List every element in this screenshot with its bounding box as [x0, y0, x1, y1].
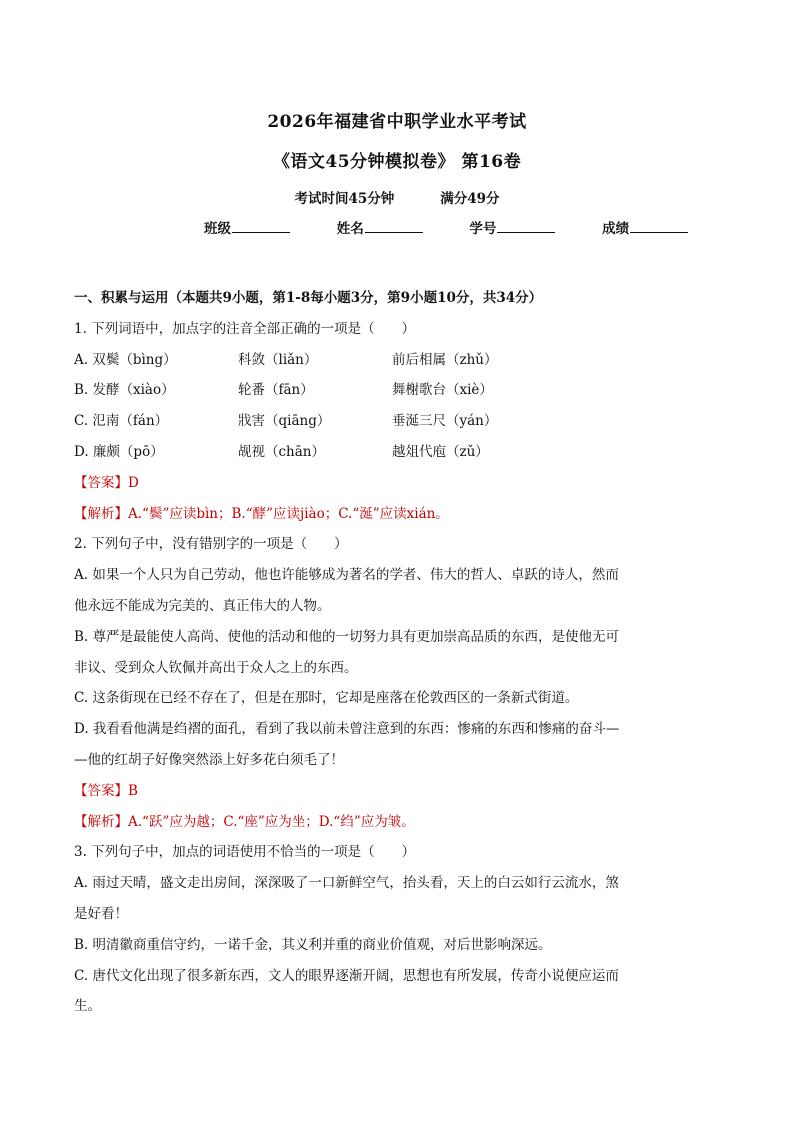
class-field: 班级 — [204, 217, 290, 237]
question-2-answer: 【答案】B — [74, 782, 138, 799]
name-field: 姓名 — [337, 217, 423, 237]
question-2-stem: 2. 下列句子中，没有错别字的一项是（ ） — [74, 536, 348, 553]
name-blank[interactable] — [365, 220, 423, 233]
question-3-option-b: B. 明清徽商重信守约，一诺千金，其义利并重的商业价值观，对后世影响深远。 — [74, 936, 552, 953]
question-1-option-c: C. 氾南（fán） 戕害（qiāng） 垂涎三尺（yán） — [74, 413, 498, 430]
student-info-row — [204, 217, 704, 237]
exam-subtitle: 《语文45分钟模拟卷》 第16卷 — [272, 152, 522, 172]
question-1-stem: 1. 下列词语中，加点字的注音全部正确的一项是（ ） — [74, 320, 416, 337]
student-id-blank[interactable] — [497, 220, 555, 233]
score-blank[interactable] — [630, 220, 688, 233]
question-2-option-b: B. 尊严是最能使人高尚、使他的活动和他的一切努力具有更加崇高品质的东西，是使他无可 非议、受到众人钦佩并高出于众人之上的东西。 — [74, 628, 620, 676]
question-1-option-b: B. 发酵（xiào） 轮番（fān） 舞榭歌台（xiè） — [74, 382, 493, 399]
class-blank[interactable] — [232, 220, 290, 233]
question-2-option-a: A. 如果一个人只为自己劳动，他也许能够成为著名的学者、伟大的哲人、卓跃的诗人，然而 他永远不能成为完美的、真正伟大的人物。 — [74, 567, 619, 614]
full-score: 满分49分 — [440, 191, 500, 207]
question-3-option-a: A. 雨过天晴，盛文走出房间，深深吸了一口新鲜空气，抬头看，天上的白云如行云流水，煞 是好看！ — [74, 875, 619, 922]
question-2-option-c: C. 这条街现在已经不存在了，但是在那时，它却是座落在伦敦西区的一条新式街道。 — [74, 690, 579, 707]
student-id-field: 学号 — [469, 217, 555, 237]
question-2-option-d: D. 我看看他满是绉褶的面孔，看到了我以前未曾注意到的东西：惨痛的东西和惨痛的奋斗— —他的红胡子好像突然添上好多花白须毛了！ — [74, 721, 620, 768]
exam-content — [74, 283, 724, 1022]
question-1-option-d: D. 廉颇（pō） 觇视（chān） 越俎代庖（zǔ） — [74, 443, 489, 460]
question-1-option-a: A. 双鬓（bìng） 科敛（liǎn） 前后相属（zhǔ） — [74, 351, 498, 368]
question-1-answer: 【答案】D — [74, 474, 139, 491]
question-2-analysis: 【解析】A.“跃”应为越；C.“座”应为坐；D.“绉”应为皱。 — [74, 813, 415, 830]
question-3-stem: 3. 下列句子中，加点的词语使用不恰当的一项是（ ） — [74, 844, 416, 861]
score-field: 成绩 — [602, 217, 688, 237]
question-3-option-c: C. 唐代文化出现了很多新东西，文人的眼界逐渐开阔，思想也有所发展，传奇小说便应运而 生。 — [74, 967, 619, 1015]
question-1-analysis: 【解析】A.“鬓”应读bìn；B.“酵”应读jiào；C.“涎”应读xián。 — [74, 505, 449, 522]
exam-meta — [0, 187, 794, 207]
section-heading: 一、积累与运用（本题共9小题，第1-8每小题3分，第9小题10分，共34分） — [74, 290, 543, 306]
exam-time: 考试时间45分钟 — [294, 191, 395, 207]
exam-title: 2026年福建省中职学业水平考试 — [267, 112, 527, 132]
